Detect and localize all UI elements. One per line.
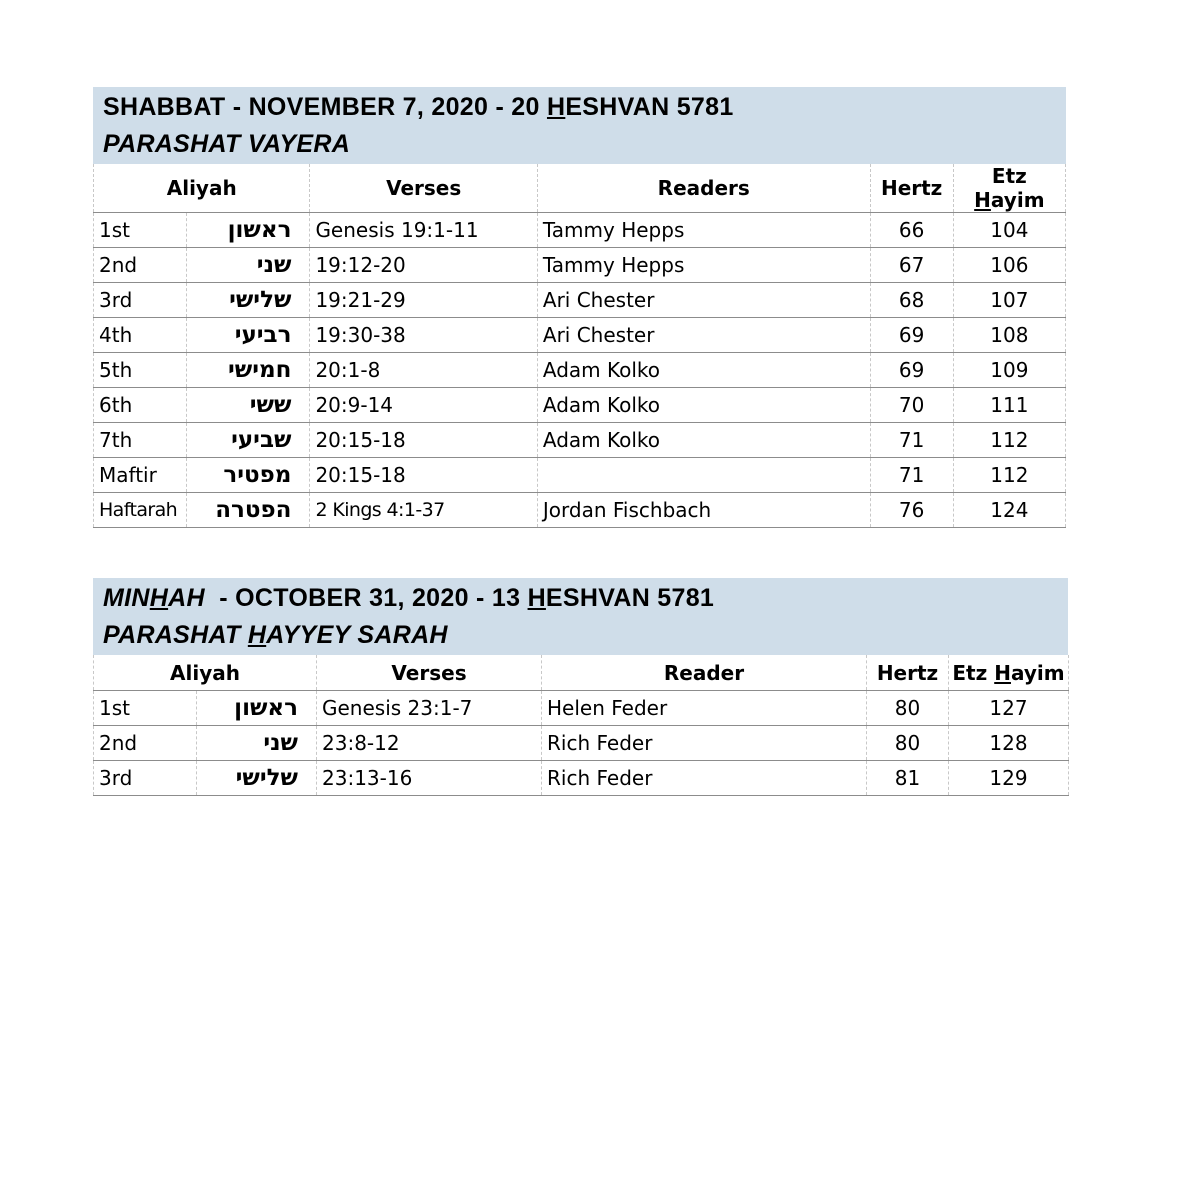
hebrew-aliyah-cell: ראשון <box>187 213 310 248</box>
hebrew-aliyah-cell: ששי <box>187 388 310 423</box>
table-row <box>94 353 1066 388</box>
etz-hayim-page-cell: 112 <box>953 458 1065 493</box>
verses-cell: Genesis 19:1-11 <box>310 213 537 248</box>
header-verses: Verses <box>310 164 537 213</box>
shabbat-banner <box>93 87 1066 164</box>
minhah-table <box>93 655 1069 796</box>
aliyah-cell: 3rd <box>94 283 187 318</box>
aliyah-cell: Maftir <box>94 458 187 493</box>
table-row <box>94 283 1066 318</box>
reader-cell: Jordan Fischbach <box>537 493 870 528</box>
title-part: H <box>149 584 169 612</box>
hertz-page-cell: 68 <box>870 283 953 318</box>
table-row <box>94 691 1069 726</box>
hertz-page-cell: 66 <box>870 213 953 248</box>
table-row <box>94 248 1066 283</box>
minhah-banner <box>93 578 1068 655</box>
aliyah-cell: 2nd <box>94 726 197 761</box>
header-aliyah: Aliyah <box>94 164 310 213</box>
etz-hayim-page-cell: 111 <box>953 388 1065 423</box>
verses-cell: 23:8-12 <box>317 726 542 761</box>
hebrew-aliyah-cell: רביעי <box>187 318 310 353</box>
hertz-page-cell: 71 <box>870 423 953 458</box>
minhah-subtitle <box>103 617 1058 653</box>
verses-cell: 20:15-18 <box>310 423 537 458</box>
aliyah-cell: 3rd <box>94 761 197 796</box>
hebrew-aliyah-cell: הפטרה <box>187 493 310 528</box>
aliyah-cell: 2nd <box>94 248 187 283</box>
table-header-row <box>94 655 1069 691</box>
hebrew-aliyah-cell: שביעי <box>187 423 310 458</box>
header-verses: Verses <box>317 655 542 691</box>
title-part: - OCTOBER 31, 2020 - 13 <box>204 584 528 612</box>
header-etz-hayim <box>953 164 1065 213</box>
title-part: SHABBAT - NOVEMBER 7, 2020 - 20 <box>103 93 547 121</box>
header-reader: Reader <box>542 655 867 691</box>
verses-cell: 19:12-20 <box>310 248 537 283</box>
aliyah-cell: 4th <box>94 318 187 353</box>
hertz-page-cell: 69 <box>870 353 953 388</box>
table-row <box>94 318 1066 353</box>
reader-cell: Rich Feder <box>542 761 867 796</box>
minhah-schedule <box>93 578 1068 796</box>
header-hertz: Hertz <box>870 164 953 213</box>
aliyah-cell: Haftarah <box>94 493 187 528</box>
table-header-row <box>94 164 1066 213</box>
reader-cell: Ari Chester <box>537 318 870 353</box>
header-part: H <box>994 660 1011 685</box>
hertz-page-cell: 80 <box>867 691 949 726</box>
header-part: Etz <box>952 660 995 685</box>
hebrew-aliyah-cell: שני <box>197 726 317 761</box>
shabbat-title <box>103 87 1056 126</box>
etz-hayim-page-cell: 129 <box>949 761 1069 796</box>
header-part: Etz <box>991 164 1027 188</box>
aliyah-cell: 5th <box>94 353 187 388</box>
title-part: AH <box>168 584 205 612</box>
subtitle-part: PARASHAT <box>103 621 248 649</box>
hertz-page-cell: 71 <box>870 458 953 493</box>
hertz-page-cell: 69 <box>870 318 953 353</box>
verses-cell: Genesis 23:1-7 <box>317 691 542 726</box>
reader-cell: Adam Kolko <box>537 388 870 423</box>
header-etz-hayim <box>949 655 1069 691</box>
title-part: ESHVAN 5781 <box>565 93 734 121</box>
reader-cell <box>537 458 870 493</box>
hebrew-aliyah-cell: מפטיר <box>187 458 310 493</box>
hebrew-aliyah-cell: שלישי <box>187 283 310 318</box>
table-row <box>94 458 1066 493</box>
header-aliyah: Aliyah <box>94 655 317 691</box>
header-part: ayim <box>990 188 1045 212</box>
hebrew-aliyah-cell: חמישי <box>187 353 310 388</box>
table-row <box>94 726 1069 761</box>
etz-hayim-page-cell: 128 <box>949 726 1069 761</box>
etz-hayim-page-cell: 112 <box>953 423 1065 458</box>
header-part: H <box>974 188 991 212</box>
verses-cell: 19:30-38 <box>310 318 537 353</box>
title-part: MIN <box>103 584 150 612</box>
etz-hayim-page-cell: 106 <box>953 248 1065 283</box>
title-part: H <box>546 93 566 121</box>
minhah-title <box>103 578 1058 617</box>
etz-hayim-page-cell: 104 <box>953 213 1065 248</box>
shabbat-schedule <box>93 87 1066 528</box>
reader-cell: Tammy Hepps <box>537 248 870 283</box>
aliyah-cell: 1st <box>94 691 197 726</box>
table-row <box>94 423 1066 458</box>
table-row <box>94 213 1066 248</box>
header-part: ayim <box>1010 660 1065 685</box>
hertz-page-cell: 67 <box>870 248 953 283</box>
hertz-page-cell: 80 <box>867 726 949 761</box>
subtitle-part: AYYEY SARAH <box>266 621 448 649</box>
hertz-page-cell: 70 <box>870 388 953 423</box>
reader-cell: Tammy Hepps <box>537 213 870 248</box>
title-part: ESHVAN 5781 <box>545 584 715 612</box>
reader-cell: Ari Chester <box>537 283 870 318</box>
hertz-page-cell: 81 <box>867 761 949 796</box>
reader-cell: Adam Kolko <box>537 423 870 458</box>
reader-cell: Rich Feder <box>542 726 867 761</box>
verses-cell: 2 Kings 4:1-37 <box>310 493 537 528</box>
shabbat-table <box>93 164 1066 528</box>
hebrew-aliyah-cell: שלישי <box>197 761 317 796</box>
reader-cell: Helen Feder <box>542 691 867 726</box>
header-readers: Readers <box>537 164 870 213</box>
aliyah-cell: 6th <box>94 388 187 423</box>
etz-hayim-page-cell: 124 <box>953 493 1065 528</box>
subtitle-part: H <box>247 621 267 649</box>
hertz-page-cell: 76 <box>870 493 953 528</box>
verses-cell: 20:9-14 <box>310 388 537 423</box>
etz-hayim-page-cell: 108 <box>953 318 1065 353</box>
shabbat-subtitle: PARASHAT VAYERA <box>103 130 351 158</box>
etz-hayim-page-cell: 109 <box>953 353 1065 388</box>
aliyah-cell: 7th <box>94 423 187 458</box>
verses-cell: 20:1-8 <box>310 353 537 388</box>
title-part: H <box>527 584 546 612</box>
verses-cell: 20:15-18 <box>310 458 537 493</box>
header-hertz: Hertz <box>867 655 949 691</box>
table-row <box>94 761 1069 796</box>
verses-cell: 19:21-29 <box>310 283 537 318</box>
etz-hayim-page-cell: 127 <box>949 691 1069 726</box>
hebrew-aliyah-cell: ראשון <box>197 691 317 726</box>
table-row <box>94 493 1066 528</box>
etz-hayim-page-cell: 107 <box>953 283 1065 318</box>
reader-cell: Adam Kolko <box>537 353 870 388</box>
verses-cell: 23:13-16 <box>317 761 542 796</box>
hebrew-aliyah-cell: שני <box>187 248 310 283</box>
table-row <box>94 388 1066 423</box>
aliyah-cell: 1st <box>94 213 187 248</box>
